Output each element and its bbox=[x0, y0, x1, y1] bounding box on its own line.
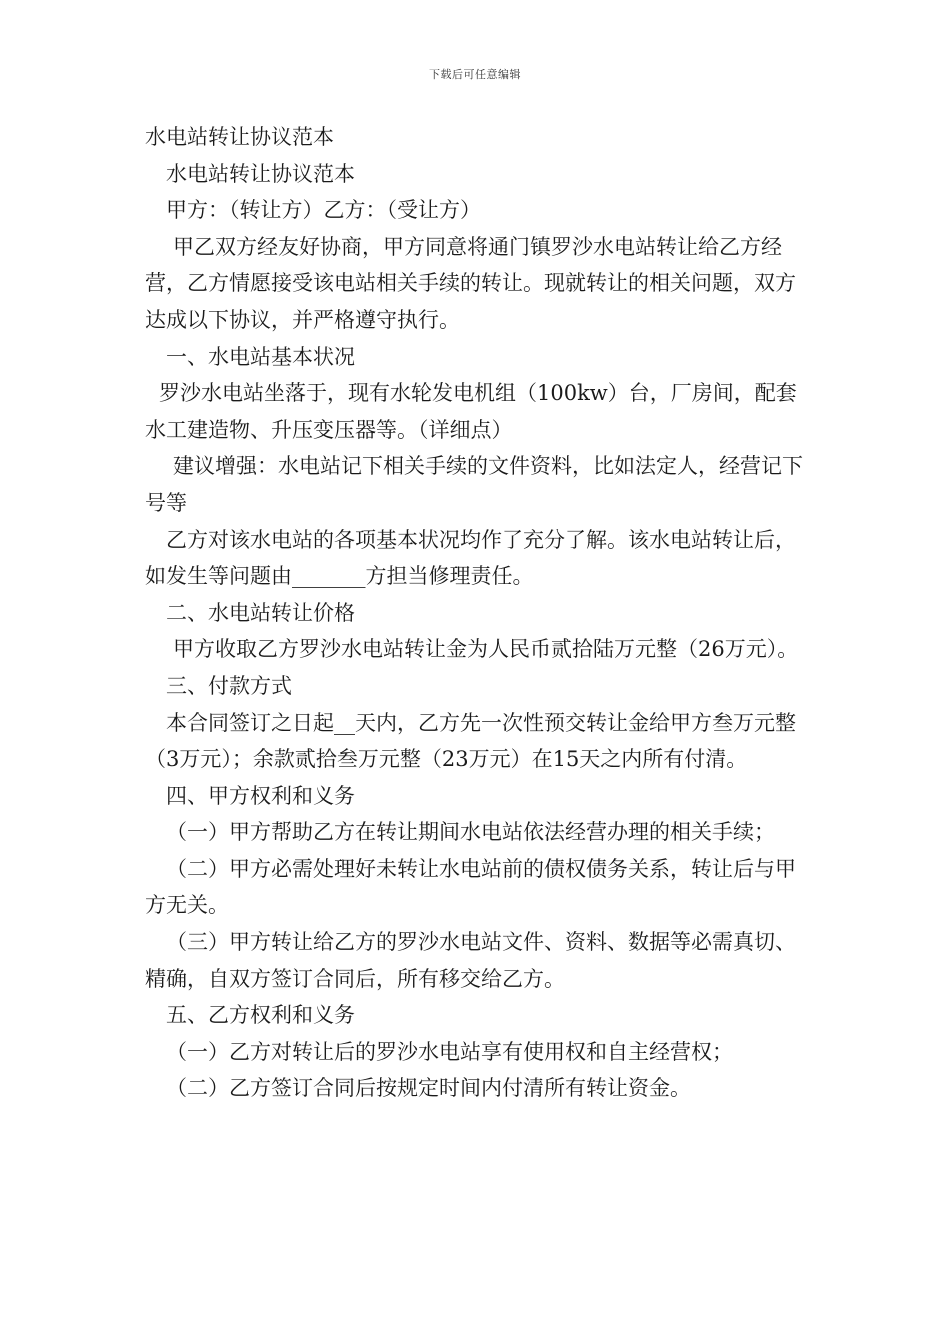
paragraph-understanding: 乙方对该水电站的各项基本状况均作了充分了解。该水电站转让后，如发生等问题由_______方担当修理责任。 bbox=[145, 527, 796, 589]
section-heading-4: 四、甲方权利和义务 bbox=[166, 783, 355, 808]
paragraph-party-a-3: （三）甲方转让给乙方的罗沙水电站文件、资料、数据等必需真切、精确，自双方签订合同后，所有移交给乙方。 bbox=[145, 930, 796, 991]
paragraph-payment: 本合同签订之日起__天内，乙方先一次性预交转让金给甲方叁万元整（3万元）；余款贰拾叁万元整（23万元）在15天之内所有付清。 bbox=[145, 710, 796, 772]
section-heading-5: 五、乙方权利和义务 bbox=[166, 1003, 355, 1028]
section-heading-3: 三、付款方式 bbox=[166, 673, 292, 698]
paragraph-parties: 甲方：（转让方）乙方：（受让方） bbox=[166, 198, 481, 223]
paragraph-suggestion: 建议增强：水电站记下相关手续的文件资料，比如法定人，经营记下号等 bbox=[145, 454, 803, 515]
document-title: 水电站转让协议范本 bbox=[145, 125, 334, 149]
paragraph-station-status: 罗沙水电站坐落于，现有水轮发电机组（100kw）台，厂房间，配套水工建造物、升压变压器等。（详细点） bbox=[145, 381, 797, 442]
paragraph-subtitle: 水电站转让协议范本 bbox=[166, 161, 355, 186]
paragraph-party-a-2: （二）甲方必需处理好未转让水电站前的债权债务关系，转让后与甲方无关。 bbox=[145, 856, 796, 918]
paragraph-intro: 甲乙双方经友好协商，甲方同意将通门镇罗沙水电站转让给乙方经营，乙方情愿接受该电站相关手续的转让。现就转让的相关问题，双方达成以下协议，并严格遵守执行。 bbox=[145, 234, 796, 332]
paragraph-party-a-1: （一）甲方帮助乙方在转让期间水电站依法经营办理的相关手续； bbox=[166, 820, 775, 845]
paragraph-party-b-1: （一）乙方对转让后的罗沙水电站享有使用权和自主经营权； bbox=[166, 1039, 733, 1064]
page-header-note: 下载后可任意编辑 bbox=[429, 68, 521, 81]
section-heading-1: 一、水电站基本状况 bbox=[166, 344, 355, 369]
document-body bbox=[145, 119, 810, 1107]
section-heading-2: 二、水电站转让价格 bbox=[166, 600, 355, 625]
paragraph-price: 甲方收取乙方罗沙水电站转让金为人民币贰拾陆万元整（26万元）。 bbox=[173, 637, 799, 662]
paragraph-party-b-2: （二）乙方签订合同后按规定时间内付清所有转让资金。 bbox=[166, 1076, 691, 1101]
